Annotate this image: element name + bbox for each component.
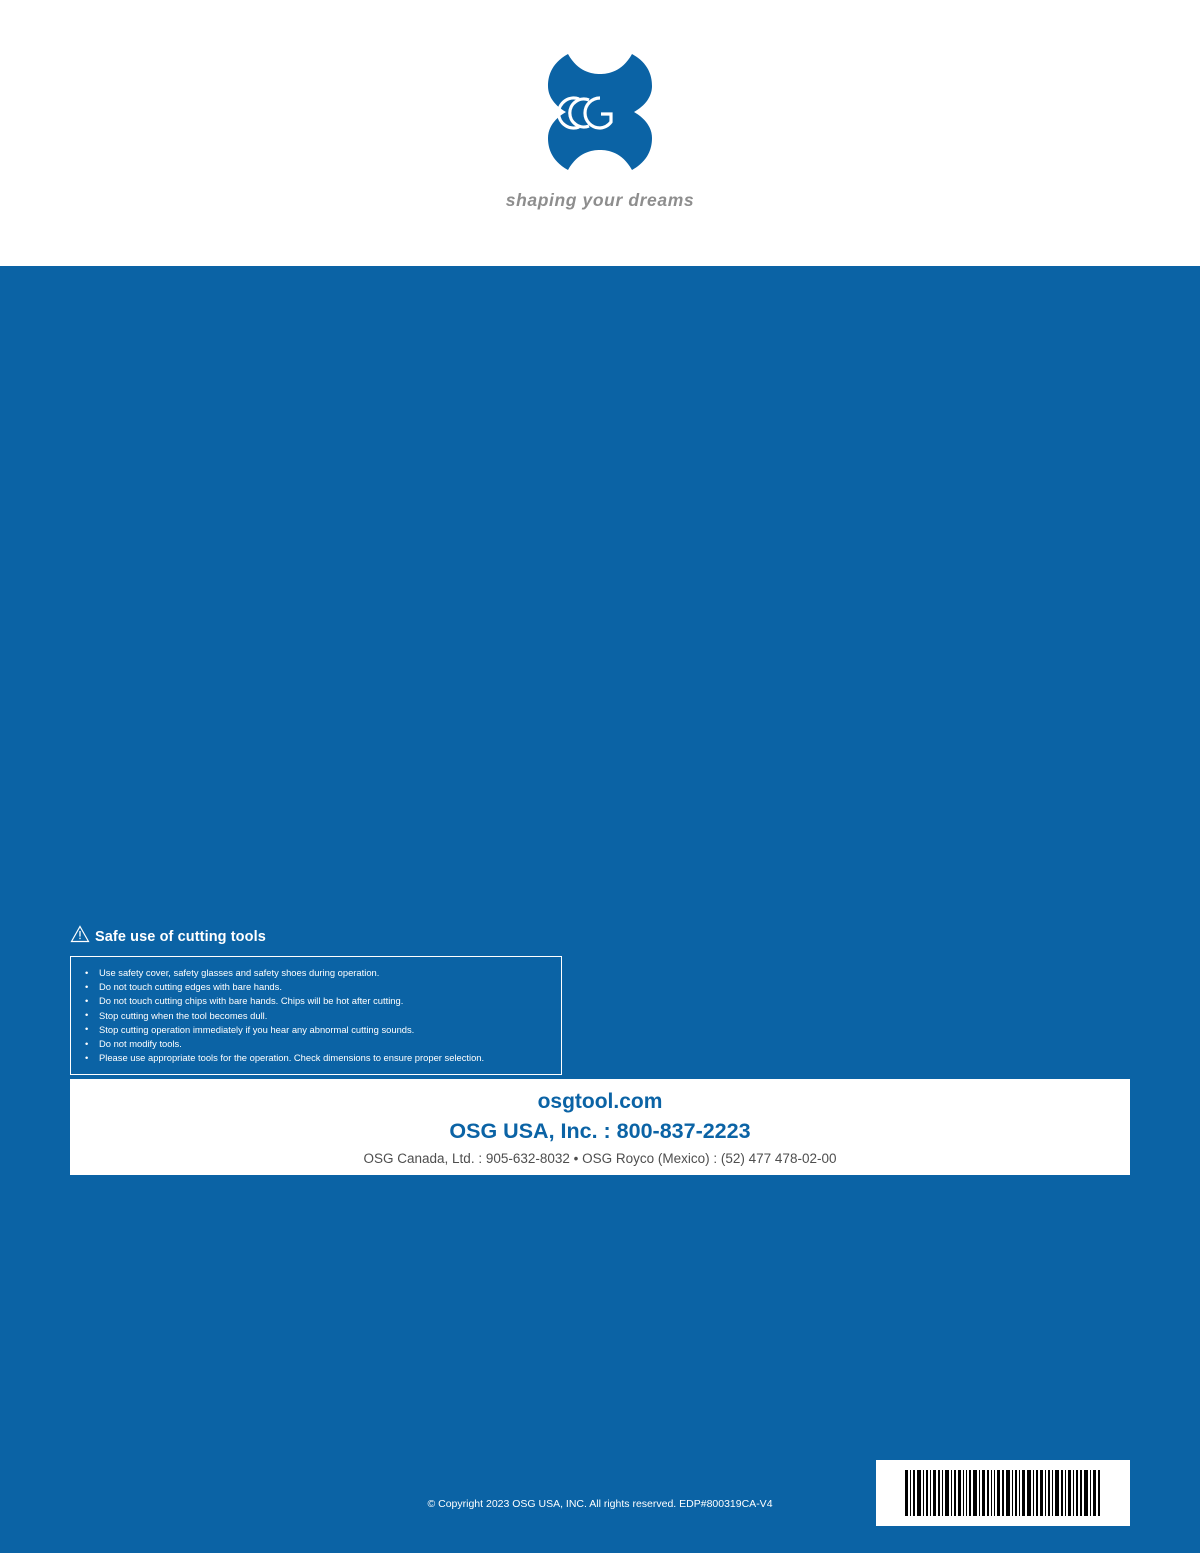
copyright-text: © Copyright 2023 OSG USA, INC. All rights reserved. EDP#800319CA-V4 xyxy=(427,1498,773,1510)
osg-logo-icon xyxy=(530,42,670,182)
warning-triangle-icon xyxy=(70,925,90,948)
list-item: • Do not modify tools. xyxy=(83,1037,551,1051)
other-offices: OSG Canada, Ltd. : 905-632-8032 • OSG Royco (Mexico) : (52) 477 478-02-00 xyxy=(363,1150,837,1166)
contact-band xyxy=(70,1079,1130,1175)
website-link[interactable]: osgtool.com xyxy=(537,1089,663,1113)
header-band xyxy=(0,0,1200,266)
safety-title-row xyxy=(70,925,562,948)
list-item: • Stop cutting when the tool becomes dull. xyxy=(83,1009,551,1023)
tagline: shaping your dreams xyxy=(505,190,695,210)
blue-background xyxy=(0,266,1200,1553)
barcode xyxy=(876,1460,1130,1526)
safety-list xyxy=(83,966,551,1065)
list-item: • Do not touch cutting chips with bare hands. Chips will be hot after cutting. xyxy=(83,994,551,1008)
safety-title: Safe use of cutting tools xyxy=(95,928,266,945)
company-phone: OSG USA, Inc. : 800-837-2223 xyxy=(449,1118,751,1143)
list-item: • Do not touch cutting edges with bare hands. xyxy=(83,980,551,994)
list-item: • Stop cutting operation immediately if you hear any abnormal cutting sounds. xyxy=(83,1023,551,1037)
list-item: • Please use appropriate tools for the operation. Check dimensions to ensure proper selection. xyxy=(83,1051,551,1065)
safety-list-box xyxy=(70,956,562,1075)
safety-section xyxy=(70,925,562,1075)
list-item: • Use safety cover, safety glasses and safety shoes during operation. xyxy=(83,966,551,980)
